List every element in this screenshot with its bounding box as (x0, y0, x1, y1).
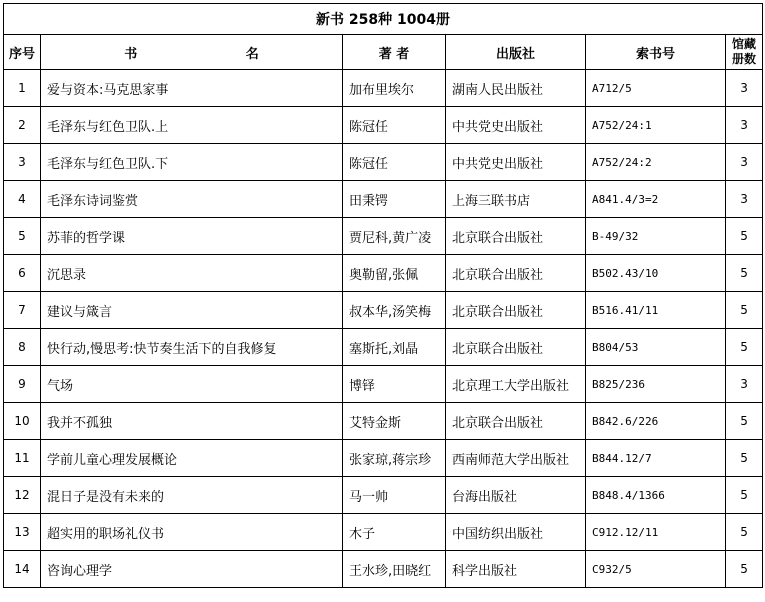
cell-author: 张家琼,蒋宗珍 (343, 440, 446, 477)
cell-author: 木子 (343, 514, 446, 551)
table-row (4, 329, 763, 366)
cell-title: 混日子是没有未来的 (41, 477, 343, 514)
cell-call-number: A712/5 (586, 70, 726, 107)
cell-title: 沉思录 (41, 255, 343, 292)
cell-publisher: 科学出版社 (446, 551, 586, 588)
cell-publisher: 北京联合出版社 (446, 292, 586, 329)
table-row (4, 366, 763, 403)
cell-author: 奥勒留,张佩 (343, 255, 446, 292)
cell-call-number: A752/24:1 (586, 107, 726, 144)
cell-index: 7 (4, 292, 41, 329)
cell-title: 毛泽东诗词鉴赏 (41, 181, 343, 218)
header-author: 著 者 (343, 35, 446, 70)
cell-call-number: C932/5 (586, 551, 726, 588)
cell-copies: 5 (726, 477, 763, 514)
cell-copies: 3 (726, 181, 763, 218)
header-call-number: 索书号 (586, 35, 726, 70)
table-row (4, 440, 763, 477)
cell-call-number: B844.12/7 (586, 440, 726, 477)
cell-title: 快行动,慢思考:快节奏生活下的自我修复 (41, 329, 343, 366)
table-row (4, 144, 763, 181)
table-row (4, 218, 763, 255)
cell-copies: 3 (726, 107, 763, 144)
cell-copies: 3 (726, 366, 763, 403)
cell-author: 陈冠任 (343, 107, 446, 144)
cell-index: 11 (4, 440, 41, 477)
table-row (4, 514, 763, 551)
cell-author: 马一帅 (343, 477, 446, 514)
table-row (4, 477, 763, 514)
cell-call-number: B842.6/226 (586, 403, 726, 440)
cell-author: 田秉锷 (343, 181, 446, 218)
table-row (4, 70, 763, 107)
cell-index: 10 (4, 403, 41, 440)
cell-call-number: B825/236 (586, 366, 726, 403)
cell-title: 我并不孤独 (41, 403, 343, 440)
cell-publisher: 西南师范大学出版社 (446, 440, 586, 477)
cell-call-number: A841.4/3=2 (586, 181, 726, 218)
cell-author: 王水珍,田晓红 (343, 551, 446, 588)
header-index: 序号 (4, 35, 41, 70)
cell-title: 超实用的职场礼仪书 (41, 514, 343, 551)
cell-call-number: B516.41/11 (586, 292, 726, 329)
cell-index: 13 (4, 514, 41, 551)
header-title-label: 书 名 (124, 46, 311, 62)
cell-author: 陈冠任 (343, 144, 446, 181)
cell-title: 毛泽东与红色卫队.上 (41, 107, 343, 144)
cell-copies: 5 (726, 551, 763, 588)
cell-author: 贾尼科,黄广凌 (343, 218, 446, 255)
table-row (4, 551, 763, 588)
cell-publisher: 中国纺织出版社 (446, 514, 586, 551)
table-row (4, 107, 763, 144)
cell-author: 塞斯托,刘晶 (343, 329, 446, 366)
table-row (4, 292, 763, 329)
cell-title: 建议与箴言 (41, 292, 343, 329)
table-row (4, 403, 763, 440)
cell-copies: 5 (726, 514, 763, 551)
header-title (41, 35, 343, 70)
cell-publisher: 北京联合出版社 (446, 255, 586, 292)
new-books-sheet (3, 3, 763, 588)
cell-call-number: B804/53 (586, 329, 726, 366)
cell-index: 8 (4, 329, 41, 366)
cell-publisher: 台海出版社 (446, 477, 586, 514)
cell-index: 3 (4, 144, 41, 181)
cell-index: 1 (4, 70, 41, 107)
cell-title: 毛泽东与红色卫队.下 (41, 144, 343, 181)
cell-index: 2 (4, 107, 41, 144)
new-books-table (3, 3, 763, 588)
cell-copies: 5 (726, 292, 763, 329)
cell-copies: 5 (726, 329, 763, 366)
header-publisher: 出版社 (446, 35, 586, 70)
cell-title: 学前儿童心理发展概论 (41, 440, 343, 477)
table-row (4, 255, 763, 292)
header-row (4, 35, 763, 70)
cell-copies: 5 (726, 440, 763, 477)
cell-copies: 3 (726, 70, 763, 107)
cell-title: 咨询心理学 (41, 551, 343, 588)
sheet-title: 新书 258种 1004册 (4, 4, 763, 35)
cell-index: 4 (4, 181, 41, 218)
cell-copies: 5 (726, 255, 763, 292)
cell-index: 6 (4, 255, 41, 292)
cell-publisher: 中共党史出版社 (446, 144, 586, 181)
header-copies: 馆藏 册数 (726, 35, 763, 70)
cell-title: 爱与资本:马克思家事 (41, 70, 343, 107)
cell-index: 5 (4, 218, 41, 255)
table-row (4, 181, 763, 218)
cell-index: 14 (4, 551, 41, 588)
cell-call-number: B848.4/1366 (586, 477, 726, 514)
cell-call-number: B502.43/10 (586, 255, 726, 292)
cell-call-number: C912.12/11 (586, 514, 726, 551)
cell-copies: 5 (726, 403, 763, 440)
cell-author: 艾特金斯 (343, 403, 446, 440)
cell-call-number: B-49/32 (586, 218, 726, 255)
cell-copies: 3 (726, 144, 763, 181)
cell-author: 博铎 (343, 366, 446, 403)
cell-publisher: 北京理工大学出版社 (446, 366, 586, 403)
cell-copies: 5 (726, 218, 763, 255)
cell-publisher: 上海三联书店 (446, 181, 586, 218)
cell-title: 气场 (41, 366, 343, 403)
cell-call-number: A752/24:2 (586, 144, 726, 181)
cell-publisher: 北京联合出版社 (446, 403, 586, 440)
cell-index: 9 (4, 366, 41, 403)
cell-publisher: 湖南人民出版社 (446, 70, 586, 107)
cell-publisher: 北京联合出版社 (446, 218, 586, 255)
cell-index: 12 (4, 477, 41, 514)
cell-author: 加布里埃尔 (343, 70, 446, 107)
cell-publisher: 北京联合出版社 (446, 329, 586, 366)
cell-title: 苏菲的哲学课 (41, 218, 343, 255)
cell-author: 叔本华,汤笑梅 (343, 292, 446, 329)
cell-publisher: 中共党史出版社 (446, 107, 586, 144)
